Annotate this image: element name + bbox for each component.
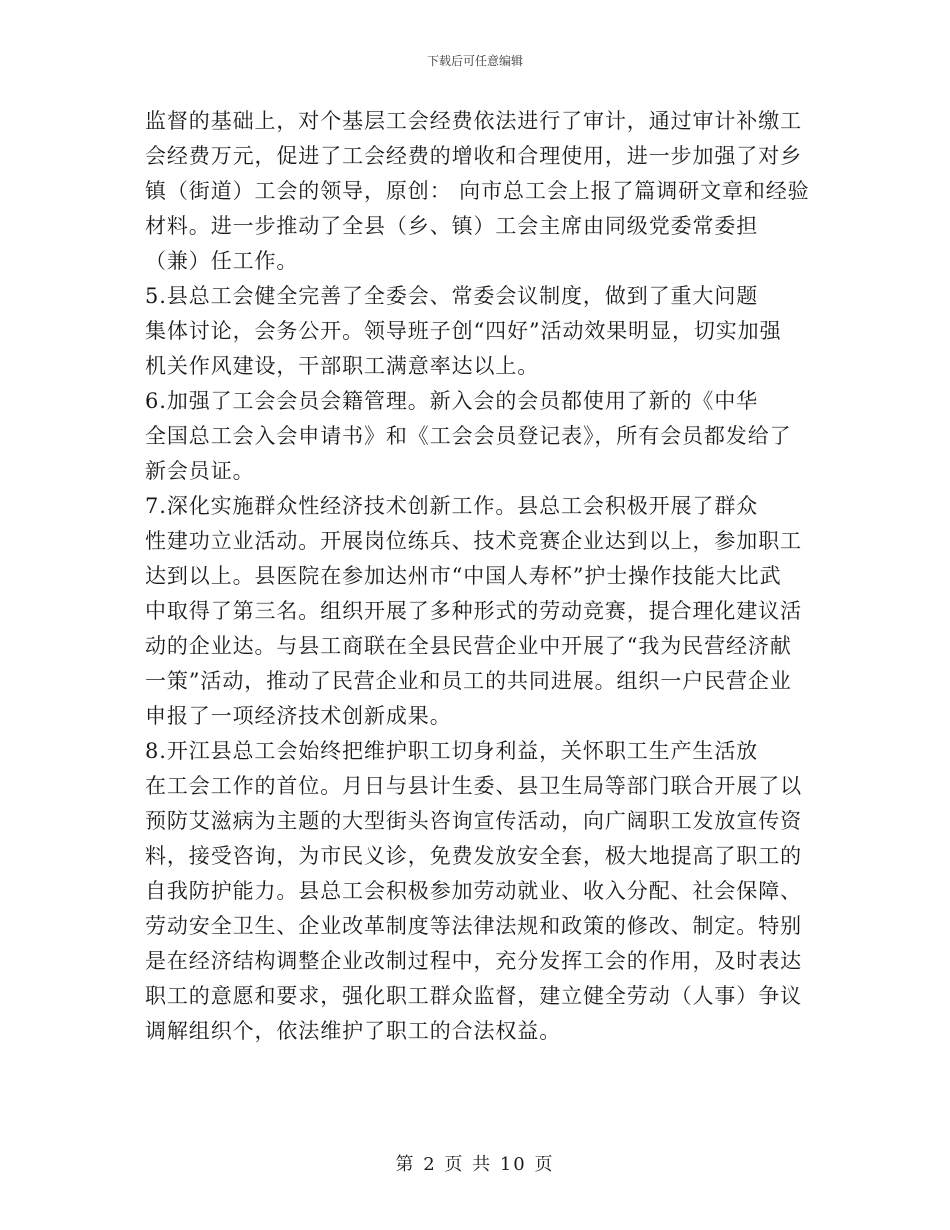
text-line: 机关作风建设，干部职工满意率达以上。	[145, 354, 540, 378]
text-line: 劳动安全卫生、企业改革制度等法律法规和政策的修改、制定。特别	[145, 914, 802, 938]
text-line: 是在经济结构调整企业改制过程中，充分发挥工会的作用，及时表达	[145, 949, 802, 973]
text-line: 调解组织个，依法维护了职工的合法权益。	[145, 1019, 562, 1043]
text-line: 会经费万元，促进了工会经费的增收和合理使用，进一步加强了对乡	[145, 144, 802, 168]
page-number-footer: 第 2 页 共 10 页	[395, 1154, 555, 1175]
text-line: 全国总工会入会申请书》和《工会会员登记表》，所有会员都发给了	[145, 424, 792, 448]
text-line: 一策”活动，推动了民营企业和员工的共同进展。组织一户民营企业	[145, 669, 792, 693]
text-line: 动的企业达。与县工商联在全县民营企业中开展了“我为民营经济献	[145, 634, 792, 658]
text-line: 材料。进一步推动了全县（乡、镇）工会主席由同级党委常委担	[145, 214, 759, 238]
text-line: 5.县总工会健全完善了全委会、常委会议制度，做到了重大问题	[145, 284, 759, 308]
text-line: 新会员证。	[145, 459, 255, 483]
text-line: 料，接受咨询，为市民义诊，免费发放安全套，极大地提高了职工的	[145, 844, 802, 868]
page-header-note: 下载后可任意编辑	[426, 54, 523, 68]
text-line: 集体讨论，会务公开。领导班子创“四好”活动效果明显，切实加强	[145, 319, 782, 343]
text-line: 申报了一项经济技术创新成果。	[145, 704, 452, 728]
text-line: 镇（街道）工会的领导，原创： 向市总工会上报了篇调研文章和经验	[145, 179, 810, 203]
text-line: 在工会工作的首位。月日与县计生委、县卫生局等部门联合开展了以	[145, 774, 802, 798]
text-line: 监督的基础上，对个基层工会经费依法进行了审计，通过审计补缴工	[145, 109, 802, 133]
text-line: 7.深化实施群众性经济技术创新工作。县总工会积极开展了群众	[145, 494, 759, 518]
text-line: 6.加强了工会会员会籍管理。新入会的会员都使用了新的《中华	[145, 389, 759, 413]
text-line: 自我防护能力。县总工会积极参加劳动就业、收入分配、社会保障、	[145, 879, 802, 903]
text-line: 性建功立业活动。开展岗位练兵、技术竞赛企业达到以上，参加职工	[145, 529, 802, 553]
text-line: 职工的意愿和要求，强化职工群众监督，建立健全劳动（人事）争议	[145, 984, 802, 1008]
text-line: （兼）任工作。	[145, 249, 299, 273]
text-line: 预防艾滋病为主题的大型街头咨询宣传活动，向广阔职工发放宣传资	[145, 809, 802, 833]
text-line: 8.开江县总工会始终把维护职工切身利益，关怀职工生产生活放	[145, 739, 759, 763]
text-line: 中取得了第三名。组织开展了多种形式的劳动竞赛，提合理化建议活	[145, 599, 802, 623]
document-body	[145, 104, 810, 1049]
text-line: 达到以上。县医院在参加达州市“中国人寿杯”护士操作技能大比武	[145, 564, 782, 588]
